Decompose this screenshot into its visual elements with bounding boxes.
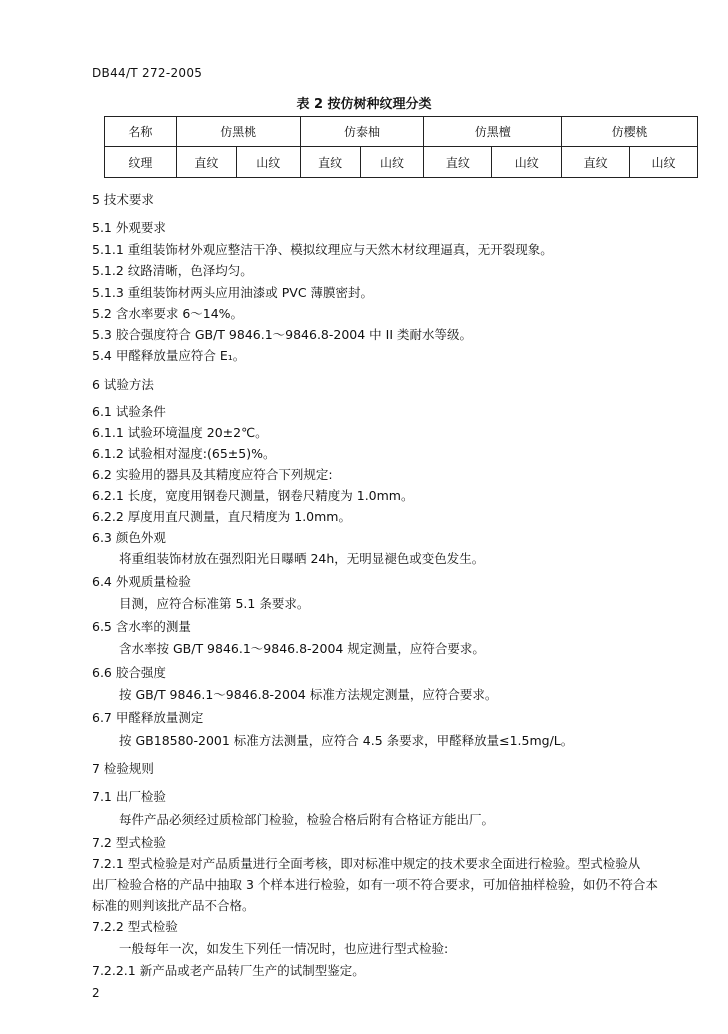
page-number: 2 — [92, 986, 100, 1000]
table-cell: 山纹 — [360, 147, 424, 178]
clause: 7.2.2.1 新产品或老产品转厂生产的试制型鉴定。 — [92, 963, 365, 978]
clause: 6.5 含水率的测量 — [92, 619, 191, 634]
table-caption: 表 2 按仿树种纹理分类 — [296, 97, 432, 112]
section-heading: 6 试验方法 — [92, 377, 154, 392]
document-header: DB44/T 272-2005 — [92, 66, 203, 80]
table-cell: 直纹 — [562, 147, 630, 178]
table-row — [105, 147, 698, 178]
clause: 6.1.2 试验相对湿度:(65±5)%。 — [92, 446, 276, 461]
table-cell: 直纹 — [300, 147, 360, 178]
clause: 6.4 外观质量检验 — [92, 574, 191, 589]
clause: 6.1 试验条件 — [92, 404, 166, 419]
section-heading: 7 检验规则 — [92, 761, 154, 776]
clause: 6.3 颜色外观 — [92, 530, 166, 545]
paragraph: 出厂检验合格的产品中抽取 3 个样本进行检验，如有一项不符合要求，可加倍抽样检验，如仍不符合本 — [92, 877, 658, 892]
paragraph: 一般每年一次，如发生下列任一情况时，也应进行型式检验: — [119, 941, 449, 956]
table-cell: 仿黑桃 — [176, 117, 300, 147]
table-row — [105, 117, 698, 147]
clause: 5.1 外观要求 — [92, 220, 166, 235]
clause: 7.2.1 型式检验是对产品质量进行全面考核，即对标准中规定的技术要求全面进行检验。型式检验从 — [92, 856, 641, 871]
table-cell: 直纹 — [176, 147, 236, 178]
clause: 5.2 含水率要求 6～14%。 — [92, 306, 244, 321]
clause: 7.2.2 型式检验 — [92, 919, 178, 934]
clause: 7.2 型式检验 — [92, 835, 166, 850]
clause: 5.1.3 重组装饰材两头应用油漆或 PVC 薄膜密封。 — [92, 285, 374, 300]
table-cell: 仿泰柚 — [300, 117, 424, 147]
table-cell: 仿黑檀 — [424, 117, 562, 147]
clause: 6.7 甲醛释放量测定 — [92, 710, 204, 725]
clause: 6.1.1 试验环境温度 20±2℃。 — [92, 425, 268, 440]
clause: 7.1 出厂检验 — [92, 789, 166, 804]
table-cell: 山纹 — [492, 147, 562, 178]
clause: 5.3 胶合强度符合 GB/T 9846.1～9846.8-2004 中 II 类耐水等级。 — [92, 327, 472, 342]
table-cell: 名称 — [105, 117, 177, 147]
paragraph: 每件产品必须经过质检部门检验，检验合格后附有合格证方能出厂。 — [119, 812, 495, 827]
clause: 6.2.2 厚度用直尺测量，直尺精度为 1.0mm。 — [92, 509, 351, 524]
paragraph: 将重组装饰材放在强烈阳光日曝晒 24h，无明显褪色或变色发生。 — [119, 551, 485, 566]
paragraph: 标准的则判该批产品不合格。 — [92, 898, 255, 913]
clause: 5.1.1 重组装饰材外观应整洁干净、模拟纹理应与天然木材纹理逼真，无开裂现象。 — [92, 242, 553, 257]
clause: 6.2 实验用的器具及其精度应符合下列规定: — [92, 467, 333, 482]
table-cell: 直纹 — [424, 147, 492, 178]
clause: 6.2.1 长度，宽度用钢卷尺测量，钢卷尺精度为 1.0mm。 — [92, 488, 414, 503]
section-heading: 5 技术要求 — [92, 192, 154, 207]
clause: 5.1.2 纹路清晰，色泽均匀。 — [92, 263, 253, 278]
paragraph: 含水率按 GB/T 9846.1～9846.8-2004 规定测量，应符合要求。 — [119, 641, 485, 656]
table-cell: 山纹 — [236, 147, 300, 178]
classification-table — [104, 116, 698, 178]
paragraph: 按 GB/T 9846.1～9846.8-2004 标准方法规定测量，应符合要求。 — [119, 687, 498, 702]
paragraph: 按 GB18580-2001 标准方法测量，应符合 4.5 条要求，甲醛释放量≤1.5mg/L。 — [119, 733, 574, 748]
clause: 5.4 甲醛释放量应符合 E₁。 — [92, 348, 246, 363]
paragraph: 目测，应符合标准第 5.1 条要求。 — [119, 596, 310, 611]
clause: 6.6 胶合强度 — [92, 665, 166, 680]
table-cell: 仿樱桃 — [562, 117, 698, 147]
table-cell: 山纹 — [630, 147, 698, 178]
table-cell: 纹理 — [105, 147, 177, 178]
